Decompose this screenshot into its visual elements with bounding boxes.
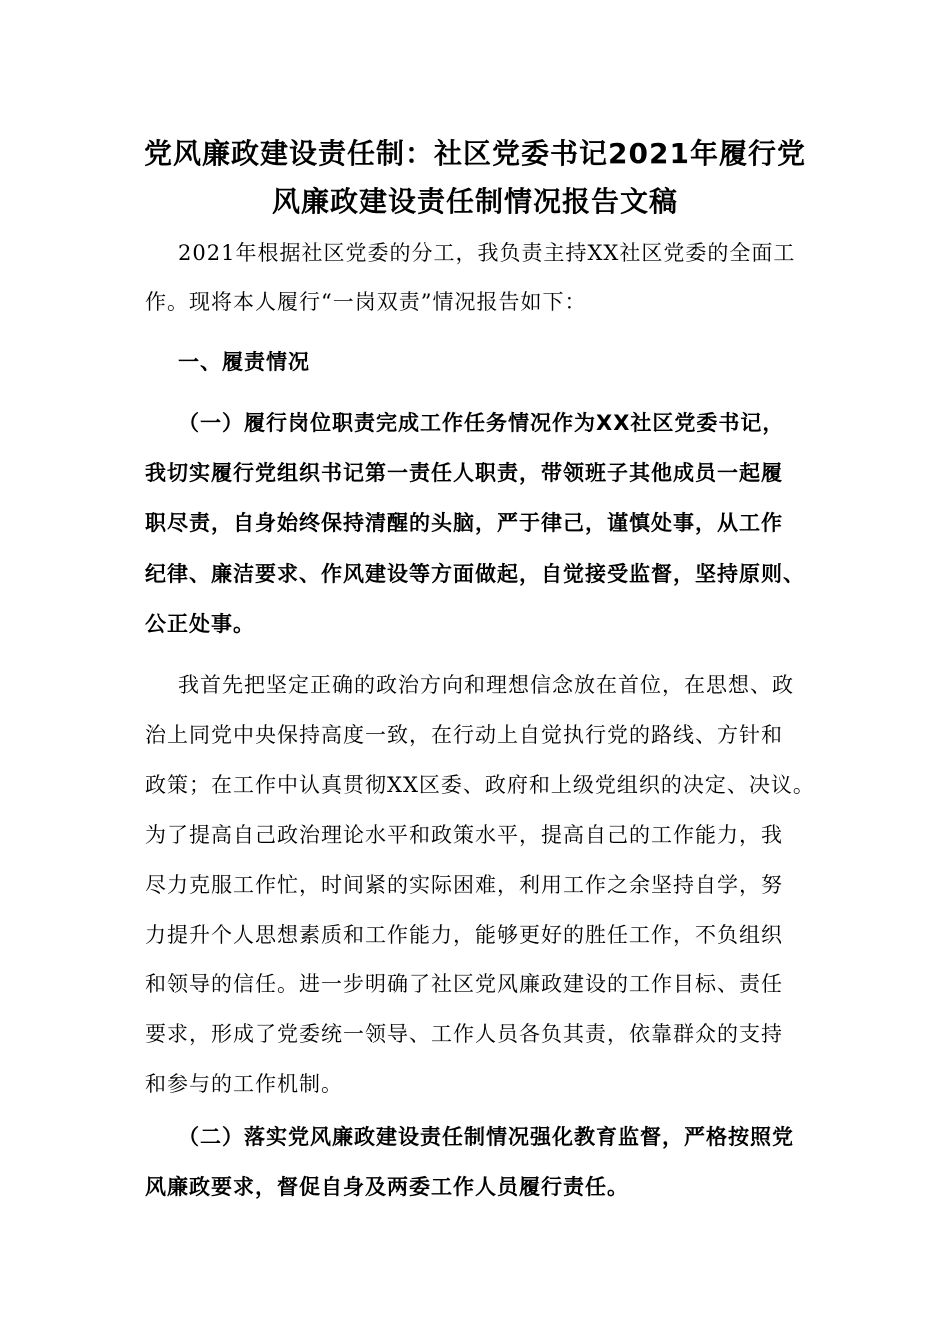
intro-line: 2021年根据社区党委的分工，我负责主持XX社区党委的全面工	[178, 241, 796, 265]
subsection-line: 职尽责，自身始终保持清醒的头脑，严于律己，谨慎处事，从工作	[145, 511, 783, 535]
subsection-line: （二）落实党风廉政建设责任制情况强化教育监督，严格按照党	[178, 1125, 794, 1149]
subsection-line: 纪律、廉洁要求、作风建设等方面做起，自觉接受监督，坚持原则、	[145, 562, 805, 586]
section-heading: 一、履责情况	[178, 350, 310, 374]
paragraph-line: 我首先把坚定正确的政治方向和理想信念放在首位，在思想、政	[178, 673, 794, 697]
paragraph-line: 尽力克服工作忙，时间紧的实际困难，利用工作之余坚持自学，努	[145, 873, 783, 897]
subsection-line: 公正处事。	[145, 612, 255, 636]
subsection-line: 我切实履行党组织书记第一责任人职责，带领班子其他成员一起履	[145, 461, 783, 485]
paragraph-line: 治上同党中央保持高度一致，在行动上自觉执行党的路线、方针和	[145, 723, 783, 747]
document-title-line-1: 党风廉政建设责任制：社区党委书记2021年履行党	[144, 137, 806, 170]
paragraph-line: 力提升个人思想素质和工作能力，能够更好的胜任工作，不负组织	[145, 923, 783, 947]
paragraph-line: 和领导的信任。进一步明确了社区党风廉政建设的工作目标、责任	[145, 972, 783, 996]
intro-line: 作。现将本人履行“一岗双责”情况报告如下：	[145, 290, 587, 314]
paragraph-line: 政策；在工作中认真贯彻XX区委、政府和上级党组织的决定、决议。	[145, 773, 815, 797]
document-title-line-2: 风廉政建设责任制情况报告文稿	[271, 185, 678, 218]
subsection-line: 风廉政要求，督促自身及两委工作人员履行责任。	[145, 1175, 629, 1199]
paragraph-line: 要求，形成了党委统一领导、工作人员各负其责，依靠群众的支持	[145, 1022, 783, 1046]
paragraph-line: 和参与的工作机制。	[145, 1072, 343, 1096]
subsection-line: （一）履行岗位职责完成工作任务情况作为XX社区党委书记，	[178, 411, 785, 435]
paragraph-line: 为了提高自己政治理论水平和政策水平，提高自己的工作能力，我	[145, 823, 783, 847]
